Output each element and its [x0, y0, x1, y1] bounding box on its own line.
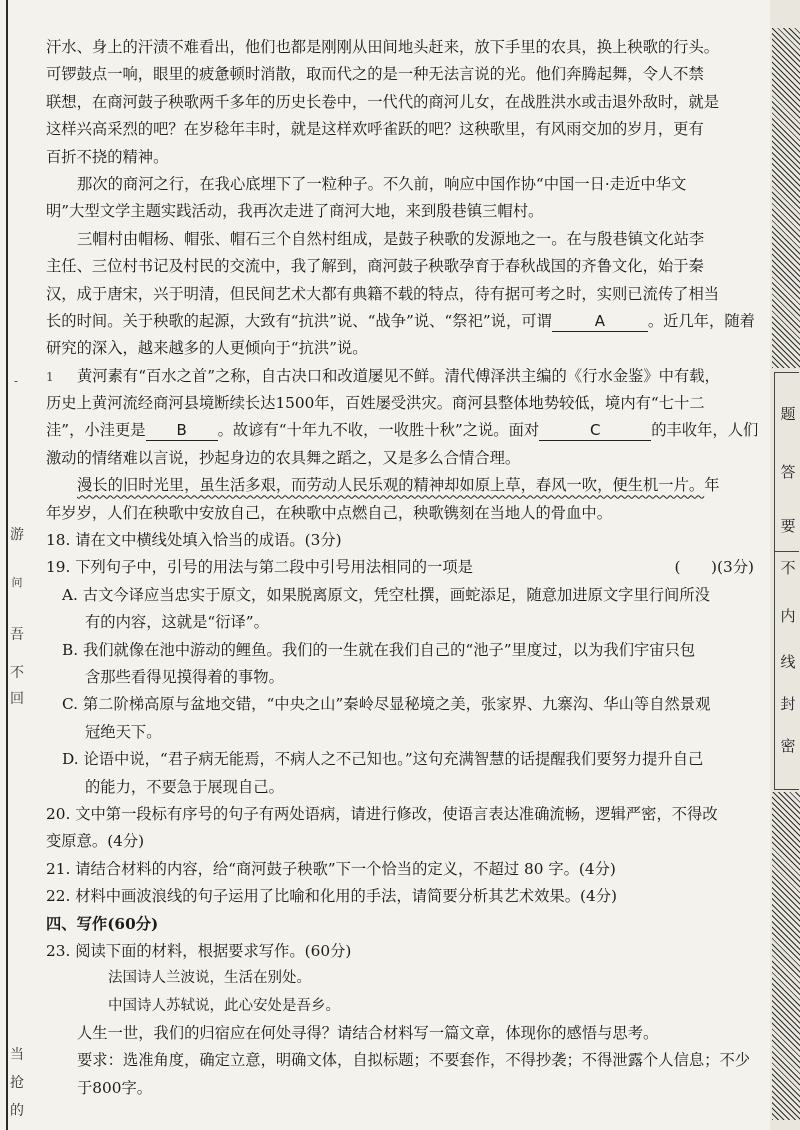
blank-c: C — [539, 420, 651, 441]
margin-dash: - — [14, 374, 19, 388]
answer-box: ( )(3分) — [674, 558, 754, 577]
seal-char: 答 — [780, 463, 796, 481]
text-line: 汉，成于唐宋，兴于明清，但民间艺术大都有典籍不载的特点，待有据可考之时，实则已流传了相当 — [46, 284, 720, 303]
binding-line — [6, 0, 8, 1130]
margin-char: 抢 — [10, 1075, 24, 1091]
question-20: 20. 文中第一段标有序号的句子有两处语病，请进行修改，使语言表达准确流畅，逻辑严密，不得改 — [46, 804, 718, 823]
margin-char: 当 — [10, 1047, 24, 1063]
writing-requirements-cont: 于800字。 — [77, 1078, 153, 1097]
seal-char: 要 — [780, 517, 796, 535]
option-c: C. 第二阶梯高原与盆地交错，“中央之山”秦岭尽显秘境之美，张家界、九寨沟、华山等自然景观 — [62, 695, 711, 714]
margin-char: 不 — [10, 665, 24, 681]
text-line: 研究的深入，越来越多的人更倾向于“抗洪”说。 — [46, 339, 368, 358]
margin-char: 的 — [10, 1103, 24, 1119]
question-20-cont: 变原意。(4分) — [46, 832, 145, 851]
material-quote: 法国诗人兰波说，生活在别处。 — [108, 970, 311, 987]
text-span: 洼”，小洼更是 — [46, 421, 146, 440]
text-span: 长的时间。关于秧歌的起源，大致有“抗洪”说、“战争”说、“祭祀”说，可谓 — [46, 311, 552, 330]
text-line — [46, 363, 768, 390]
text-line: 联想，在商河鼓子秧歌两千多年的历史长卷中，一代代的商河儿女，在战胜洪水或击退外敌时，就是 — [46, 92, 720, 111]
text-line: 激动的情绪难以言说，抄起身边的农具舞之蹈之，又是多么合情合理。 — [46, 448, 521, 467]
option-a: A. 古文今译应当忠实于原文，如果脱离原文，凭空杜撰，画蛇添足，随意加进原文字里行间所没 — [62, 585, 710, 604]
question-22: 22. 材料中画波浪线的句子运用了比喻和化用的手法，请简要分析其艺术效果。(4分) — [46, 887, 617, 906]
hatch-pattern — [772, 792, 800, 1120]
seal-char: 密 — [780, 737, 796, 755]
writing-prompt: 人生一世，我们的归宿应在何处寻得？请结合材料写一篇文章，体现你的感悟与思考。 — [77, 1024, 659, 1043]
blank-b: B — [146, 420, 218, 441]
text-line: 汗水、身上的汗渍不难看出，他们也都是刚刚从田间地头赶来，放下手里的农具，换上秧歌的行头。 — [46, 38, 720, 56]
text-span: 黄河素有“百水之首”之称，自古决口和改道屡见不鲜。清代傅泽洪主编的《行水金鉴》中有载， — [77, 366, 720, 385]
text-line: 这样兴高采烈的吧？在岁稔年丰时，就是这样欢呼雀跃的吧？这秧歌里，有风雨交加的岁月，更有 — [46, 120, 704, 139]
question-19 — [46, 554, 768, 581]
seal-char: 线 — [780, 653, 796, 671]
option-a-cont: 有的内容，这就是“衍译”。 — [85, 613, 269, 632]
text-line: 年岁岁，人们在秧歌中安放自己，在秧歌中点燃自己，秧歌镌刻在当地人的骨血中。 — [46, 503, 612, 522]
text-line — [46, 472, 768, 499]
text-line: 明”大型文学主题实践活动，我再次走进了商河大地，来到殷巷镇三帽村。 — [46, 202, 544, 221]
seal-char: 题 — [780, 405, 796, 423]
option-c-cont: 冠绝天下。 — [85, 722, 162, 741]
seal-char: 内 — [780, 607, 796, 625]
seal-char: 不 — [780, 559, 796, 577]
text-line: 主任、三位村书记及村民的交流中，我了解到，商河鼓子秧歌孕育于春秋战国的齐鲁文化，始于秦 — [46, 257, 704, 276]
margin-char: 问 — [11, 576, 23, 589]
page-content — [46, 34, 768, 1102]
text-line: 三帽村由帽杨、帽张、帽石三个自然村组成，是鼓子秧歌的发源地之一。在与殷巷镇文化站李 — [77, 229, 705, 248]
margin-char: 回 — [10, 691, 24, 707]
wavy-underlined-sentence: 漫长的旧时光里，虽生活多艰，而劳动人民乐观的精神却如原上草，春风一吹，便生机一片。 — [77, 476, 705, 495]
paragraph-marker: 1 — [46, 369, 54, 384]
option-b: B. 我们就像在池中游动的鲤鱼。我们的一生就在我们自己的“池子”里度过，以为我们宇宙只包 — [62, 640, 696, 659]
question-18: 18. 请在文中横线处填入恰当的成语。(3分) — [46, 531, 342, 550]
option-d-cont: 的能力，不要急于展现自己。 — [85, 777, 284, 796]
text-line: 百折不挠的精神。 — [46, 147, 169, 166]
margin-char: 游 — [10, 527, 24, 543]
text-line — [46, 417, 768, 444]
text-line: 那次的商河之行，在我心底埋下了一粒种子。不久前，响应中国作协“中国一日·走近中华文 — [77, 174, 687, 193]
seal-char: 封 — [780, 695, 796, 713]
option-b-cont: 含那些看得见摸得着的事物。 — [85, 667, 284, 686]
blank-a: A — [552, 311, 648, 332]
question-19-text: 19. 下列句子中，引号的用法与第二段中引号用法相同的一项是 — [46, 558, 473, 577]
seal-divider — [775, 551, 799, 552]
material-quote: 中国诗人苏轼说，此心安处是吾乡。 — [108, 997, 340, 1014]
seal-line-label — [774, 372, 799, 790]
section-heading: 四、写作(60分) — [46, 914, 159, 933]
margin-char: 吾 — [10, 627, 24, 643]
question-23: 23. 阅读下面的材料，根据要求写作。(60分) — [46, 941, 352, 960]
text-span: 的丰收年，人们 — [651, 421, 759, 440]
text-line: 可锣鼓点一响，眼里的疲惫顿时消散，取而代之的是一种无法言说的光。他们奔腾起舞，令人不禁 — [46, 65, 704, 84]
text-span: 。近几年，随着 — [647, 311, 755, 330]
option-d: D. 论语中说，“君子病无能焉，不病人之不己知也。”这句充满智慧的话提醒我们要努力提升自己 — [62, 750, 704, 769]
text-span: 。故谚有“十年九不收，一收胜十秋”之说。面对 — [217, 421, 540, 440]
text-line — [46, 308, 768, 335]
text-line: 历史上黄河流经商河县境断续长达1500年，百姓屡受洪灾。商河县整体地势较低，境内有“七十二 — [46, 394, 705, 413]
writing-requirements: 要求：选准角度，确定立意，明确文体，自拟标题；不要套作，不得抄袭；不得泄露个人信息；不少 — [77, 1051, 751, 1070]
hatch-pattern — [772, 28, 800, 368]
text-span: 年 — [704, 476, 720, 495]
question-21: 21. 请结合材料的内容，给“商河鼓子秧歌”下一个恰当的定义，不超过 80 字。(4分) — [46, 859, 616, 878]
